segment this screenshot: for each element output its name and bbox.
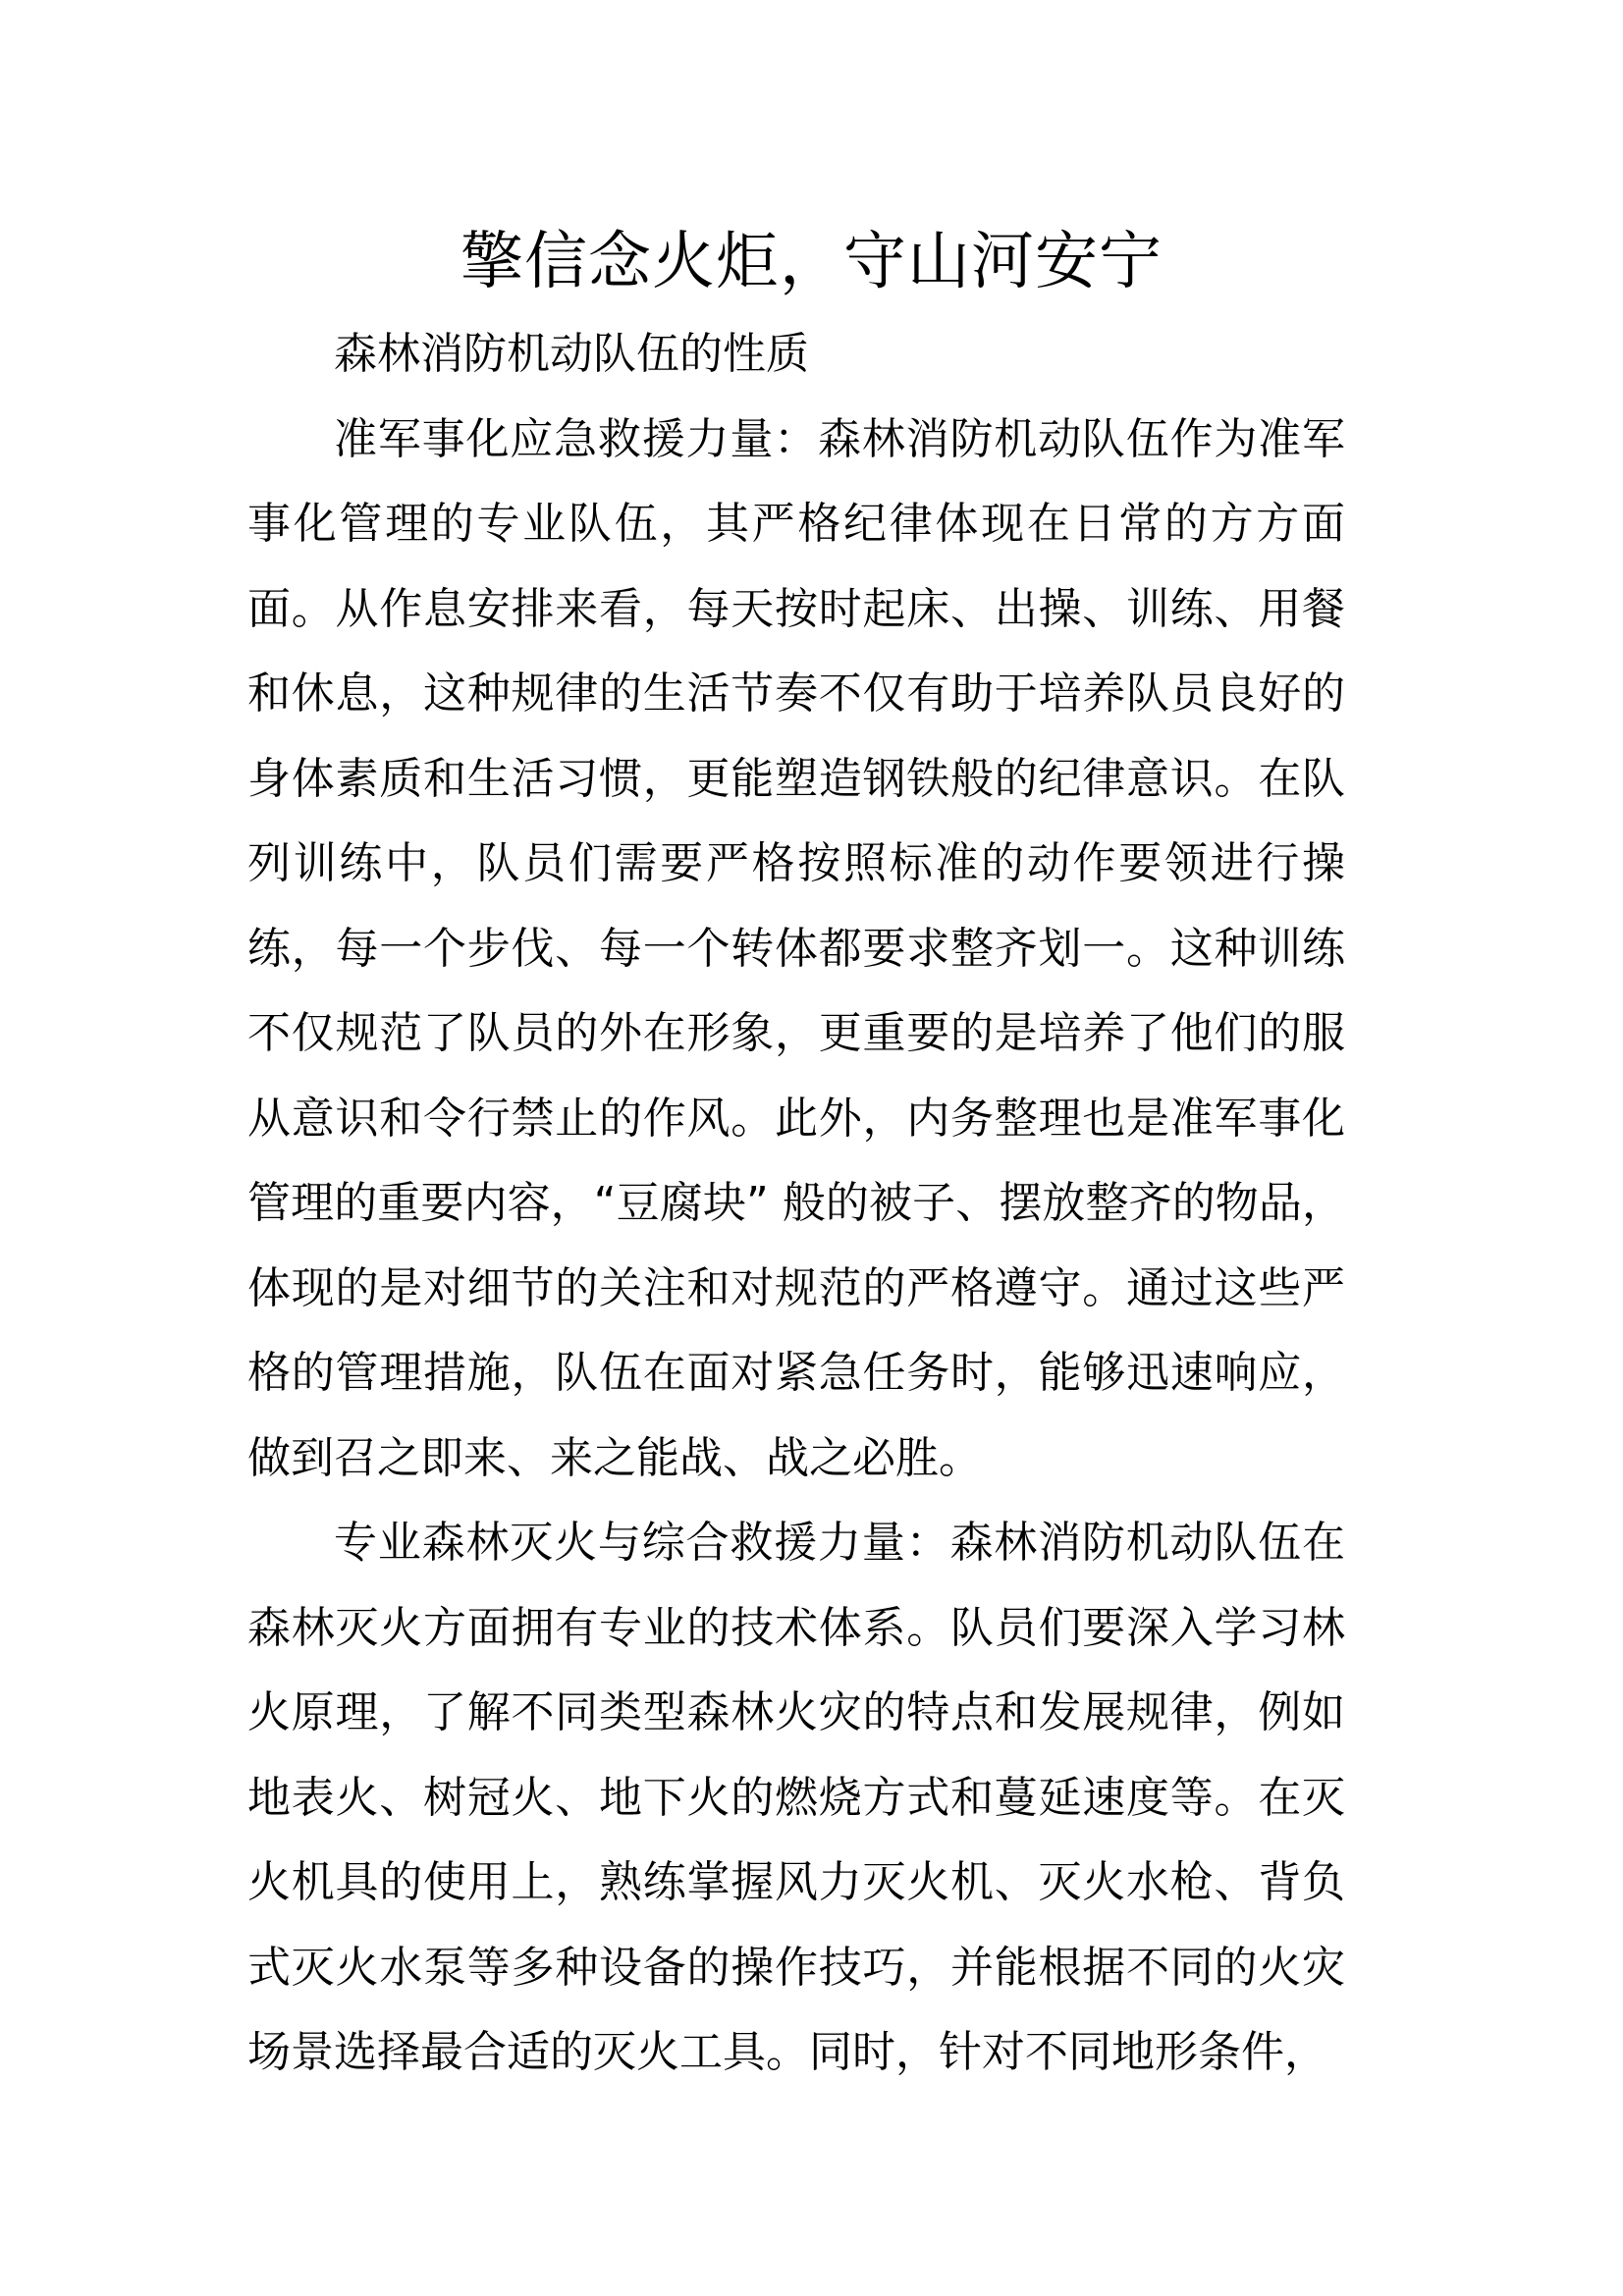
section-heading: 森林消防机动队伍的性质 <box>334 329 809 379</box>
document-title: 擎信念火炬，守山河安宁 <box>460 226 1163 298</box>
document-body <box>247 312 1345 2096</box>
paragraph-1: 准军事化应急救援力量：森林消防机动队伍作为准军事化管理的专业队伍，其严格纪律体现在日常的方方面面。从作息安排来看，每天按时起床、出操、训练、用餐和休息，这种规律的生活节奏不仅有助于培养队员良好的身体素质和生活习惯，更能塑造钢铁般的纪律意识。在队列训练中，队员们需要严格按照标准的动作要领进行操练，每一个步伐、每一个转体都要求整齐划一。这种训练不仅规范了队员的外在形象，更重要的是培养了他们的服从意识和令行禁止的作风。此外，内务整理也是准军事化管理的重要内容，“豆腐块” 般的被子、摆放整齐的物品，体现的是对细节的关注和对规范的严格遵守。通过这些严格的管理措施，队伍在面对紧急任务时，能够迅速响应，做到召之即来、来之能战、战之必胜。 <box>247 413 1345 1483</box>
paragraph-2: 专业森林灭火与综合救援力量：森林消防机动队伍在森林灭火方面拥有专业的技术体系。队员们要深入学习林火原理，了解不同类型森林火灾的特点和发展规律，例如地表火、树冠火、地下火的燃烧方式和蔓延速度等。在灭火机具的使用上，熟练掌握风力灭火机、灭火水枪、背负式灭火水泵等多种设备的操作技巧，并能根据不同的火灾场景选择最合适的灭火工具。同时，针对不同地形条件， <box>247 1518 1345 2077</box>
